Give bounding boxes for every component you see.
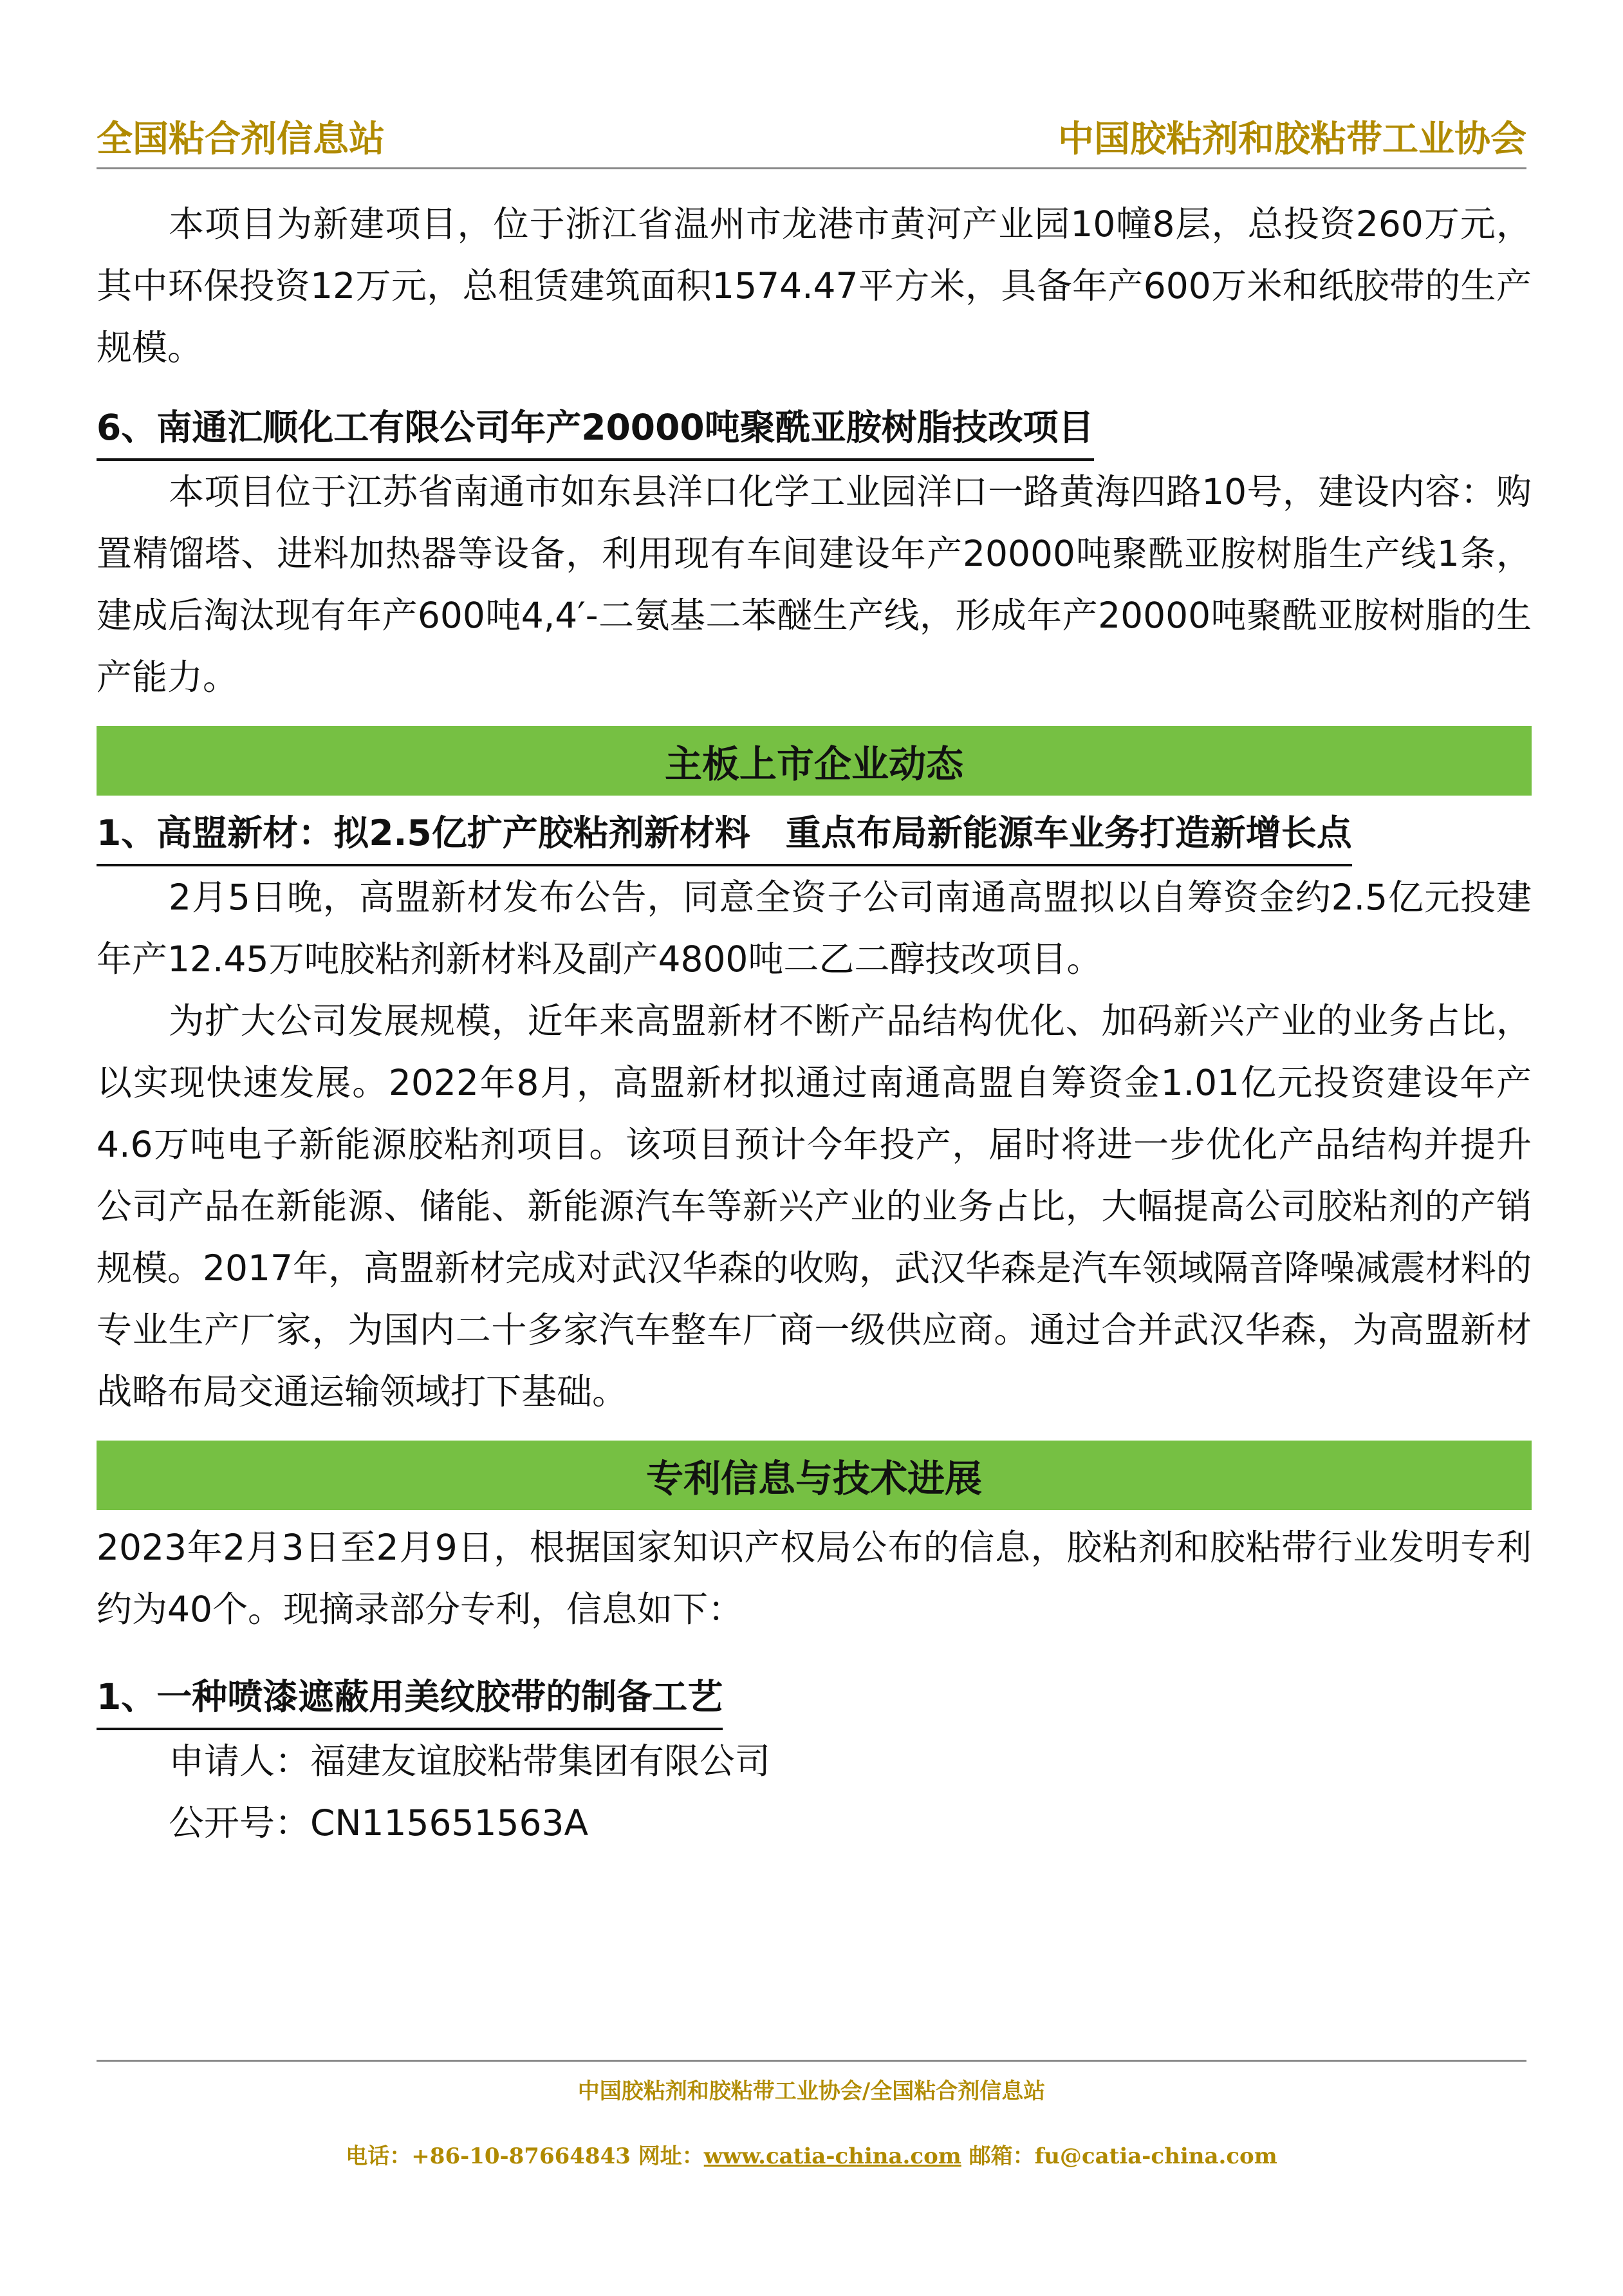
patent-1-publication-number: 公开号：CN115651563A <box>169 1802 589 1843</box>
item-6 <box>97 397 1532 461</box>
news-1-paragraph-2: 为扩大公司发展规模，近年来高盟新材不断产品结构优化、加码新兴产业的业务占比，以实现快速发展。2022年8月，高盟新材拟通过南通高盟自筹资金1.01亿元投资建设年产4.6万吨电子新能源胶粘剂项目。该项目预计今年投产，届时将进一步优化产品结构并提升公司产品在新能源、储能、新能源汽车等新兴产业的业务占比，大幅提高公司胶粘剂的产销规模。2017年，高盟新材完成对武汉华森的收购，武汉华森是汽车领域隔音降噪减震材料的专业生产厂家，为国内二十多家汽车整车厂商一级供应商。通过合并武汉华森，为高盟新材战略布局交通运输领域打下基础。 <box>97 1000 1532 1412</box>
page-header <box>97 116 1526 169</box>
footer-organization: 中国胶粘剂和胶粘带工业协会/全国粘合剂信息站 <box>577 2078 1046 2104</box>
footer-phone: 电话：+86-10-87664843 网址： <box>346 2143 704 2169</box>
footer-website-link[interactable]: www.catia-china.com <box>703 2143 961 2169</box>
project-paragraph: 本项目为新建项目，位于浙江省温州市龙港市黄河产业园10幢8层，总投资260万元，其中环保投资12万元，总租赁建筑面积1574.47平方米，具备年产600万米和纸胶带的生产规模。 <box>97 203 1532 368</box>
news-1-paragraph-1: 2月5日晚，高盟新材发布公告，同意全资子公司南通高盟拟以自筹资金约2.5亿元投建年产12.45万吨胶粘剂新材料及副产4800吨二乙二醇技改项目。 <box>97 877 1532 980</box>
patent-1-applicant: 申请人：福建友谊胶粘带集团有限公司 <box>169 1741 771 1782</box>
footer-email: 邮箱：fu@catia-china.com <box>961 2143 1277 2169</box>
patent-1 <box>97 1666 1532 1730</box>
page-content <box>97 193 1532 1854</box>
page-footer <box>97 2060 1526 2170</box>
patent-intro-paragraph: 2023年2月3日至2月9日，根据国家知识产权局公布的信息，胶粘剂和胶粘带行业发明专利约为40个。现摘录部分专利，信息如下： <box>97 1527 1532 1630</box>
news-1 <box>97 802 1532 866</box>
item-6-paragraph: 本项目位于江苏省南通市如东县洋口化学工业园洋口一路黄海四路10号，建设内容：购置精馏塔、进料加热器等设备，利用现有车间建设年产20000吨聚酰亚胺树脂生产线1条，建成后淘汰现有年产600吨4,4′-二氨基二苯醚生产线，形成年产20000吨聚酰亚胺树脂的生产能力。 <box>97 471 1532 698</box>
item-6-title: 6、南通汇顺化工有限公司年产20000吨聚酰亚胺树脂技改项目 <box>97 397 1094 461</box>
news-1-title: 1、高盟新材：拟2.5亿扩产胶粘剂新材料 重点布局新能源车业务打造新增长点 <box>97 802 1352 866</box>
patent-1-title: 1、一种喷漆遮蔽用美纹胶带的制备工艺 <box>97 1666 723 1730</box>
header-site-name: 全国粘合剂信息站 <box>97 118 385 160</box>
footer-contact <box>97 2138 1526 2170</box>
section-main-board-header: 主板上市企业动态 <box>97 726 1532 796</box>
header-association-name: 中国胶粘剂和胶粘带工业协会 <box>1058 118 1526 160</box>
section-patent-header: 专利信息与技术进展 <box>97 1441 1532 1510</box>
